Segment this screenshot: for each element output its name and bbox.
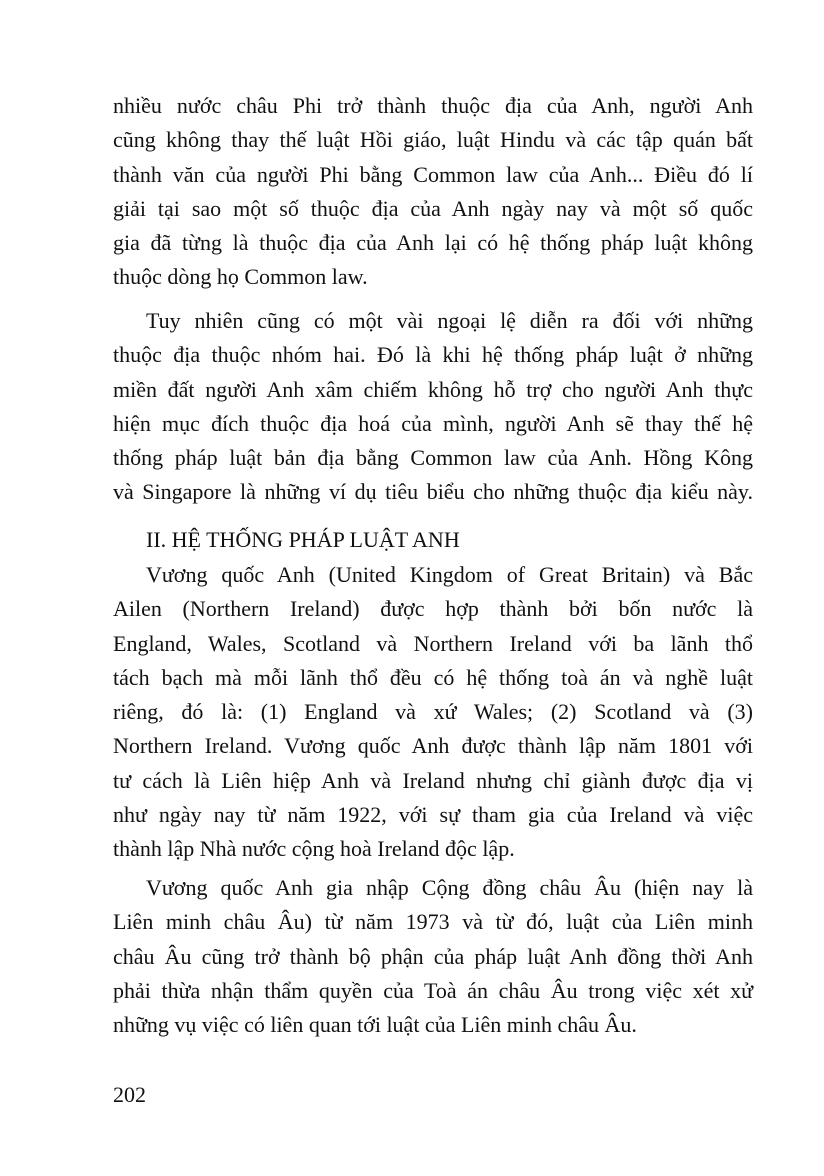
text-line: Vương quốc Anh (United Kingdom of Great Britain) và Bắc <box>146 562 753 587</box>
text-line: thành văn của người Phi bằng Common law của Anh... Điều đó lí <box>113 161 753 187</box>
text-line: thuộc địa thuộc nhóm hai. Đó là khi hệ thống pháp luật ở những <box>113 342 753 368</box>
text-line: châu Âu cũng trở thành bộ phận của pháp luật Anh đồng thời Anh <box>113 943 753 969</box>
text-line: Liên minh châu Âu) từ năm 1973 và từ đó, luật của Liên minh <box>113 909 753 935</box>
paragraph-1 <box>113 89 753 295</box>
text-line: nhiều nước châu Phi trở thành thuộc địa của Anh, người Anh <box>113 93 753 118</box>
text-line: England, Wales, Scotland và Northern Ireland với ba lãnh thổ <box>113 630 753 656</box>
text-line: miền đất người Anh xâm chiếm không hỗ trợ cho người Anh thực <box>113 376 753 402</box>
page-number: 202 <box>113 1082 146 1107</box>
text-line: thành lập Nhà nước cộng hoà Ireland độc lập. <box>113 836 515 862</box>
text-line: những vụ việc có liên quan tới luật của Liên minh châu Âu. <box>113 1012 637 1038</box>
text-line: riêng, đó là: (1) England và xứ Wales; (2) Scotland và (3) <box>113 699 753 725</box>
text-line: cũng không thay thế luật Hồi giáo, luật Hindu và các tập quán bất <box>113 127 753 153</box>
paragraph-4 <box>113 871 753 1042</box>
text-line: và Singapore là những ví dụ tiêu biểu cho những thuộc địa kiểu này. <box>113 479 753 505</box>
text-line: Northern Ireland. Vương quốc Anh được thành lập năm 1801 với <box>113 733 753 759</box>
text-line: Tuy nhiên cũng có một vài ngoại lệ diễn ra đối với những <box>146 308 753 333</box>
text-line: gia đã từng là thuộc địa của Anh lại có hệ thống pháp luật không <box>113 230 753 256</box>
text-line: thuộc dòng họ Common law. <box>113 264 368 290</box>
text-line: thống pháp luật bản địa bằng Common law của Anh. Hồng Kông <box>113 445 753 471</box>
text-line: Ailen (Northern Ireland) được hợp thành bởi bốn nước là <box>113 596 753 622</box>
section-heading: II. HỆ THỐNG PHÁP LUẬT ANH <box>146 527 460 552</box>
text-line: giải tại sao một số thuộc địa của Anh ngày nay và một số quốc <box>113 195 753 221</box>
text-line: tư cách là Liên hiệp Anh và Ireland nhưng chỉ giành được địa vị <box>113 767 753 793</box>
text-line: phải thừa nhận thẩm quyền của Toà án châu Âu trong việc xét xử <box>113 977 753 1003</box>
paragraph-2 <box>113 304 753 510</box>
text-line: tách bạch mà mỗi lãnh thổ đều có hệ thống toà án và nghề luật <box>113 664 753 690</box>
text-line: hiện mục đích thuộc địa hoá của mình, người Anh sẽ thay thế hệ <box>113 410 753 436</box>
text-line: như ngày nay từ năm 1922, với sự tham gia của Ireland và việc <box>113 802 753 828</box>
text-line: Vương quốc Anh gia nhập Cộng đồng châu Âu (hiện nay là <box>146 875 753 900</box>
paragraph-3 <box>113 558 753 867</box>
